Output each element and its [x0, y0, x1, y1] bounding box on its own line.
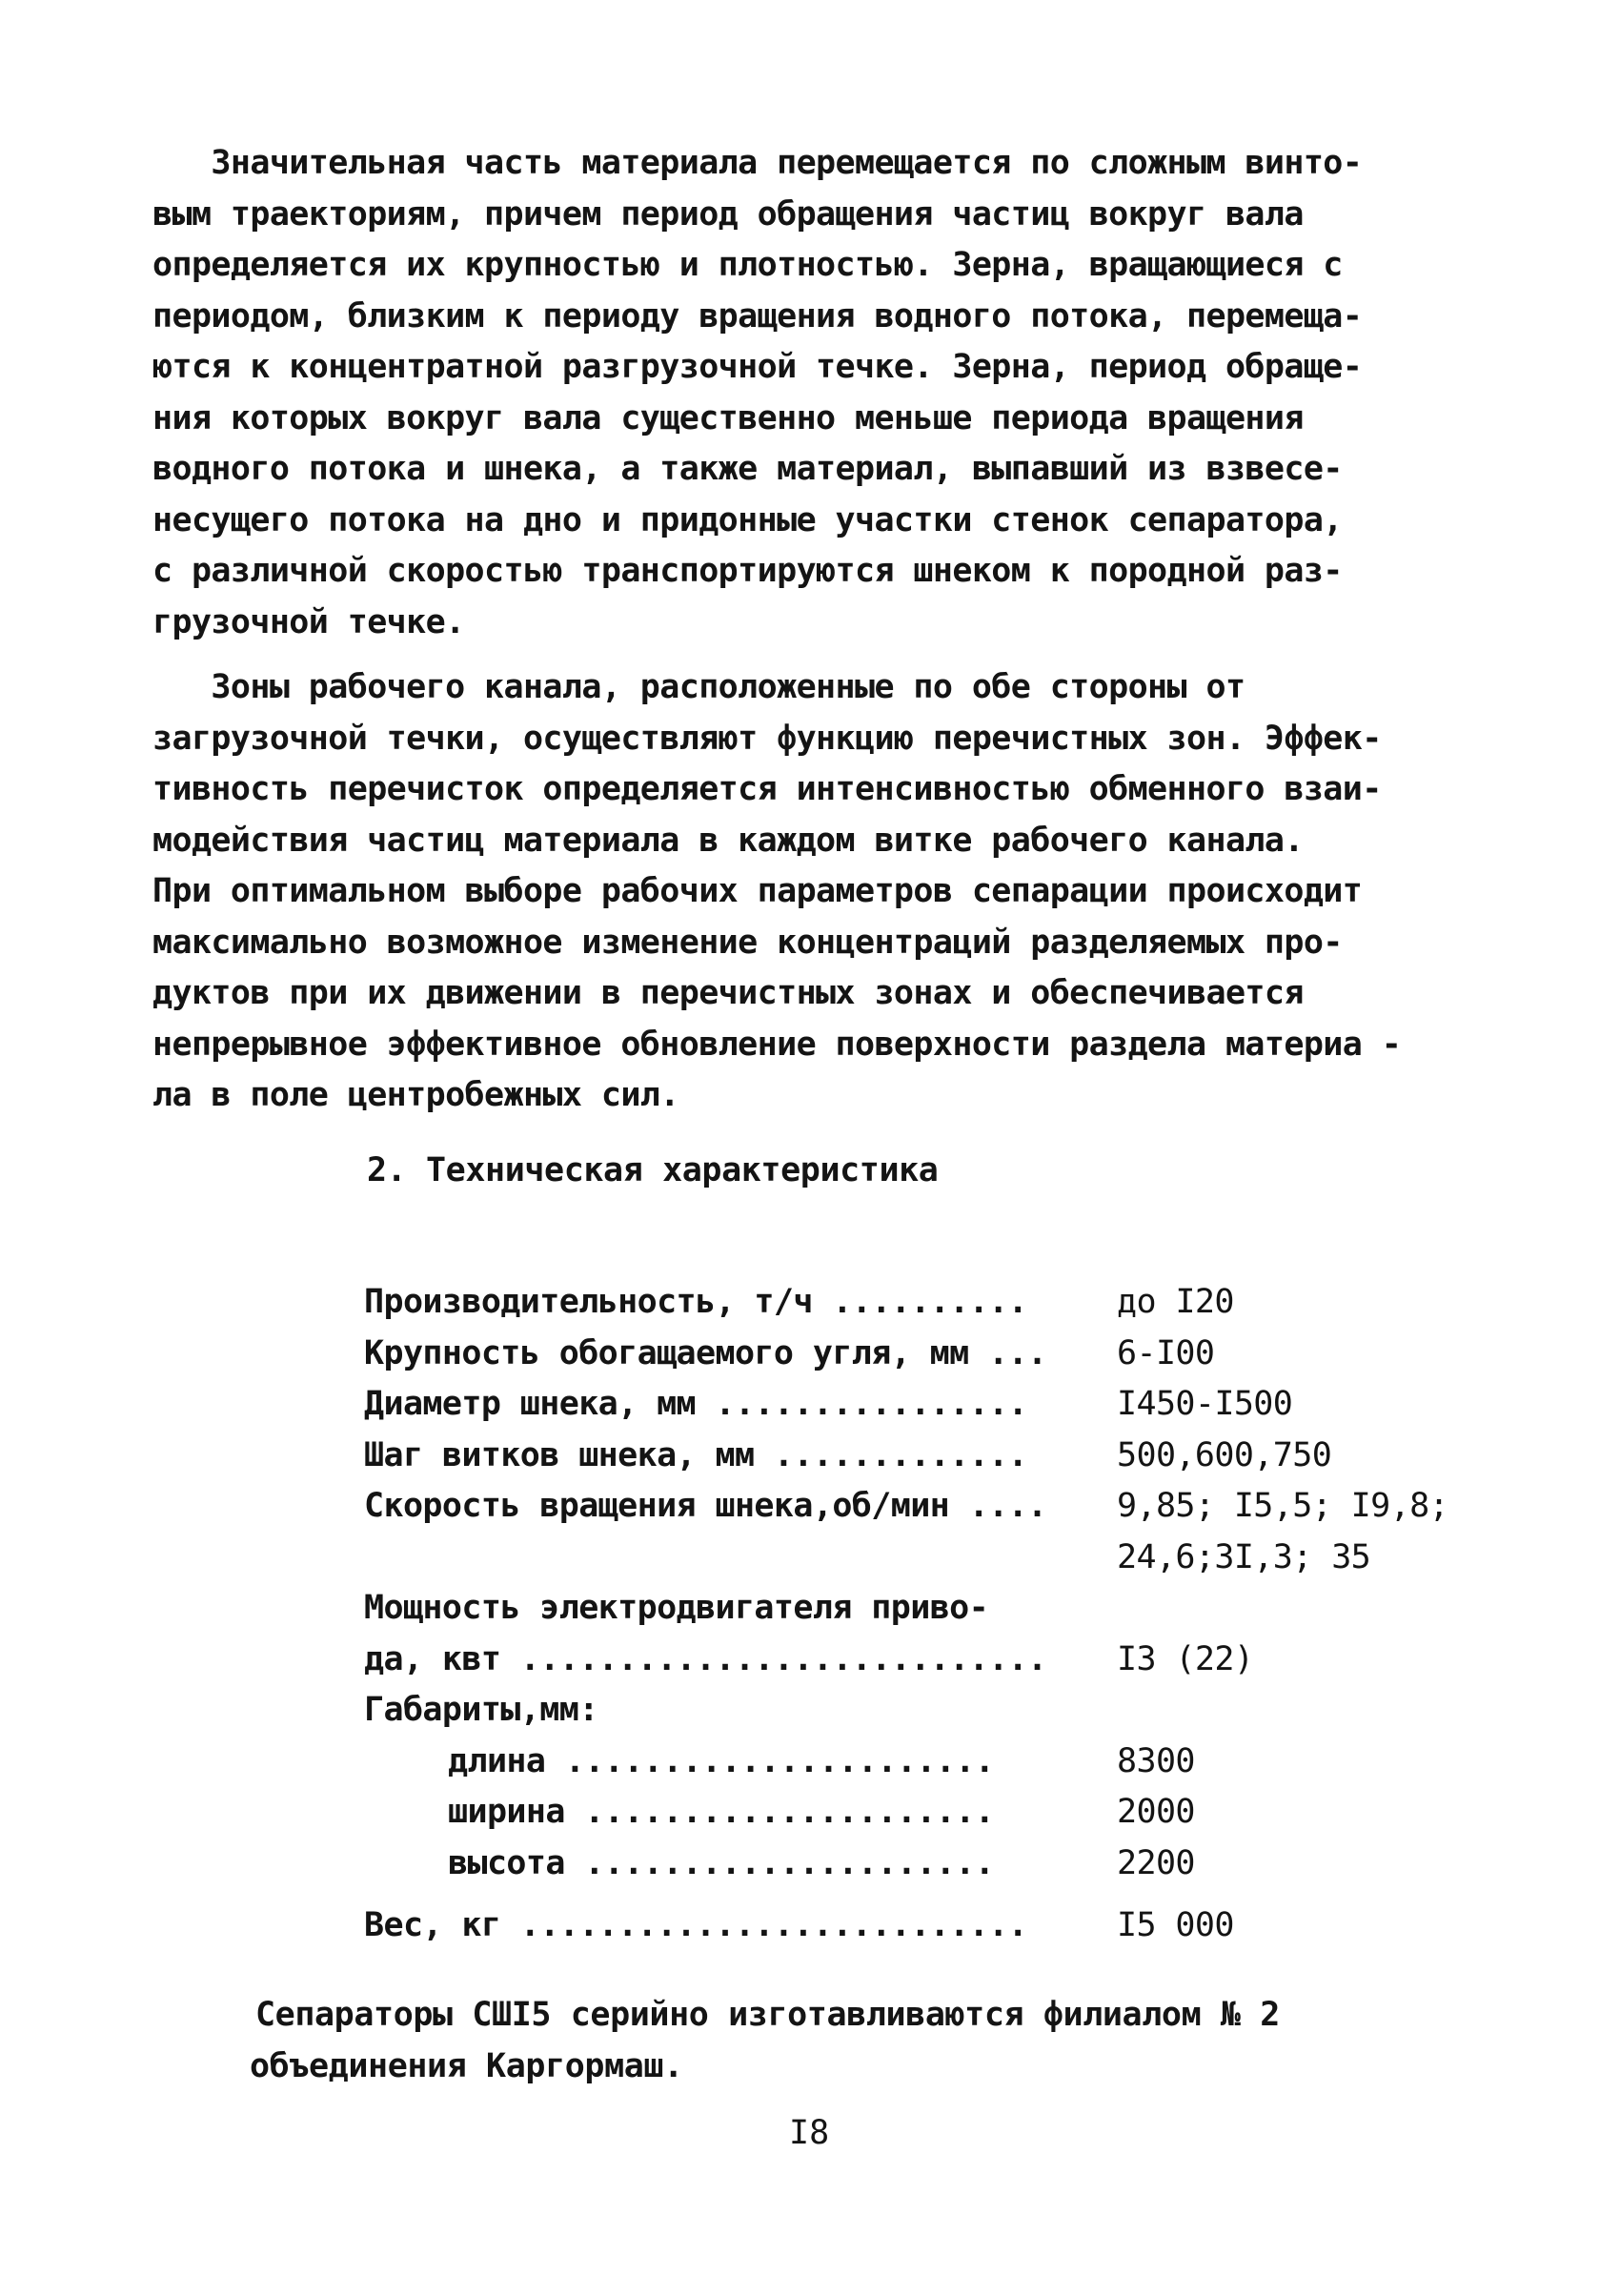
paragraph-separation-process [152, 138, 1468, 648]
spec-productivity [364, 1277, 1234, 1329]
spec-label: Вес, кг .......................... [364, 1906, 1028, 1944]
spec-value: I3 (22) [1117, 1639, 1254, 1678]
spec-value: до I20 [1117, 1283, 1234, 1321]
text-line: водного потока и шнека, а также материал, выпавший из взвесе- [152, 450, 1343, 488]
spec-dimensions-heading [364, 1685, 598, 1737]
spec-label: Мощность электродвигателя приво- [364, 1589, 989, 1627]
spec-value: 2200 [1117, 1843, 1195, 1882]
spec-label: Производительность, т/ч .......... [364, 1283, 1028, 1321]
spec-label: ширина ..................... [448, 1793, 995, 1831]
page-number: I8 [789, 2114, 830, 2152]
text-line: загрузочной течки, осуществляют функцию перечистных зон. Эффек- [152, 719, 1382, 758]
spec-label: Габариты,мм: [364, 1691, 598, 1729]
spec-rotation-speed-continued [364, 1533, 1371, 1584]
text-line: модействия частиц материала в каждом витке рабочего канала. [152, 821, 1304, 860]
spec-value: 24,6;3I,3; 35 [1117, 1537, 1371, 1576]
spec-value: 9,85; I5,5; I9,8; [1117, 1487, 1449, 1525]
text-line: ла в поле центробежных сил. [152, 1076, 679, 1114]
paragraph-working-channel-zones [152, 662, 1468, 1122]
text-line: периодом, близким к периоду вращения водного потока, перемеща- [152, 296, 1363, 335]
text-line: грузочной течке. [152, 602, 465, 641]
spec-weight [364, 1900, 1234, 1952]
text-line: Сепараторы СШI5 серийно изготавливаются филиалом № 2 [255, 1996, 1280, 2034]
spec-motor-power [364, 1635, 1254, 1686]
spec-label: Крупность обогащаемого угля, мм ... [364, 1333, 1047, 1372]
text-line: несущего потока на дно и придонные участки стенок сепаратора, [152, 500, 1343, 539]
text-line: дуктов при их движении в перечистных зонах и обеспечивается [152, 974, 1304, 1012]
text-line: ния которых вокруг вала существенно меньше периода вращения [152, 398, 1304, 437]
text-line: вым траекториям, причем период обращения частиц вокруг вала [152, 194, 1304, 234]
spec-label: высота ..................... [448, 1843, 995, 1882]
text-line: ются к концентратной разгрузочной течке. Зерна, период обраще- [152, 348, 1363, 386]
text-line: с различной скоростью транспортируются шнеком к породной раз- [152, 552, 1343, 590]
spec-label: Шаг витков шнека, мм ............. [364, 1435, 1028, 1474]
spec-value: I5 000 [1117, 1906, 1234, 1944]
section-heading-technical-specs: 2. Техническая характеристика [367, 1151, 939, 1189]
text-line: непрерывное эффективное обновление поверхности раздела материа - [152, 1025, 1402, 1064]
spec-coal-size [364, 1329, 1215, 1380]
spec-value: I450-I500 [1117, 1385, 1293, 1423]
closing-note-manufacturer [250, 1990, 1280, 2092]
spec-value: 2000 [1117, 1793, 1195, 1831]
spec-label: да, квт ........................... [364, 1639, 1047, 1678]
spec-coil-pitch [364, 1431, 1332, 1482]
text-line: объединения Каргормаш. [250, 2046, 683, 2085]
spec-label: длина ...................... [448, 1741, 995, 1780]
spec-width [364, 1787, 1195, 1839]
spec-label: Скорость вращения шнека,об/мин .... [364, 1487, 1047, 1525]
text-line: Зоны рабочего канала, расположенные по обе стороны от [152, 668, 1245, 706]
text-line: тивность перечисток определяется интенсивностью обменного взаи- [152, 770, 1382, 808]
technical-specs-list [364, 1277, 1449, 1952]
spec-value: 8300 [1117, 1741, 1195, 1780]
text-line: Значительная часть материала перемещается по сложным винто- [152, 144, 1363, 182]
text-line: максимально возможное изменение концентраций разделяемых про- [152, 923, 1343, 962]
text-line: При оптимальном выборе рабочих параметров сепарации происходит [152, 872, 1363, 910]
spec-value: 500,600,750 [1117, 1435, 1332, 1474]
spec-screw-diameter [364, 1379, 1293, 1431]
spec-label: Диаметр шнека, мм ................ [364, 1385, 1028, 1423]
spec-motor-power-label [364, 1583, 989, 1635]
spec-height [364, 1839, 1195, 1890]
spec-rotation-speed [364, 1481, 1449, 1533]
spec-value: 6-I00 [1117, 1333, 1215, 1372]
spec-length [364, 1737, 1195, 1788]
text-line: определяется их крупностью и плотностью. Зерна, вращающиеся с [152, 246, 1343, 284]
